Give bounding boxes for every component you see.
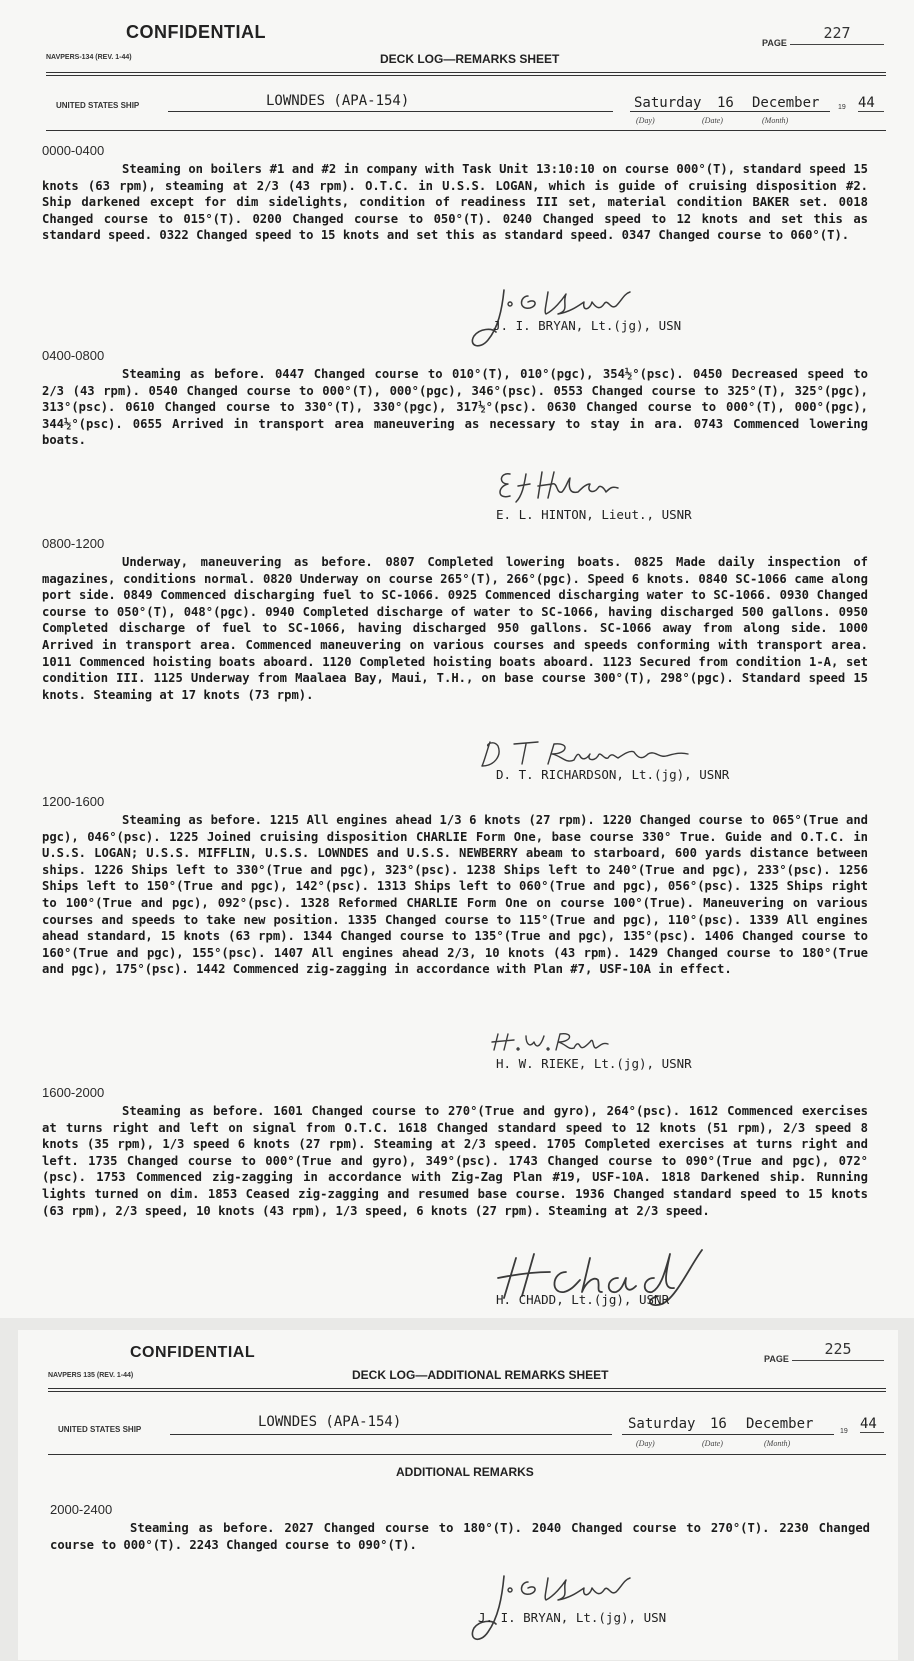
page-label: PAGE bbox=[764, 1354, 789, 1364]
year-value: 44 bbox=[858, 95, 884, 112]
day-caption: (Day) bbox=[636, 116, 655, 125]
watch-period-label: 0400-0800 bbox=[42, 348, 105, 363]
page-number: 225 bbox=[792, 1340, 884, 1361]
watch-entry-text: Underway, maneuvering as before. 0807 Completed lowering boats. 0825 Made daily inspection of magazines, conditions normal. 0820 Underway on course 265°(T), 266°(pgc). Speed 6 knots. 0840 SC-1066 came along port side. 0849 Commenced discharging fuel to SC-1066. 0925 Commenced discharging water to SC-1066. 0930 Changed course to 050°(T), 048°(pgc). 0940 Completed discharge of water to SC-1066, having discharged 500 gallons. 0950 Completed discharge of fuel to SC-1066, having discharged 950 gallons. SC-1066 away from along side. 1000 Arrived in transport area. Commenced maneuvering on various courses and speeds conforming with transport area. 1011 Commenced hoisting boats aboard. 1120 Completed hoisting boats aboard. 1123 Secured from condition 1-A, set condition III. 1125 Underway from Maalaea Bay, Maui, T.H., on base course 300°(T), 298°(pgc). Standard speed 15 knots. Steaming at 17 knots (73 rpm). bbox=[42, 555, 868, 702]
day-value: Saturday bbox=[634, 95, 702, 111]
confidential-stamp: CONFIDENTIAL bbox=[130, 1344, 256, 1361]
month-caption: (Month) bbox=[762, 116, 789, 125]
officer-signature-name: J. I. BRYAN, Lt.(jg), USN bbox=[493, 318, 682, 333]
year-prefix: 19 bbox=[840, 1428, 848, 1435]
richardson-signature bbox=[478, 736, 708, 770]
rieke-signature bbox=[490, 1028, 630, 1054]
header-rule bbox=[46, 72, 886, 73]
header-rule bbox=[48, 1388, 886, 1389]
watch-entry-text: Steaming as before. 0447 Changed course to 010°(T), 010°(pgc), 354½°(psc). 0450 Decreased speed to 2/3 (43 rpm). 0540 Changed course to 000°(T), 000°(pgc), 346°(psc). 0553 Changed course to 325°(T), 325°(pgc), 313°(psc). 0610 Changed course to 330°(T), 330°(pgc), 317½°(psc). 0630 Changed course to 000°(T), 000°(pgc), 344½°(psc). 0655 Arrived in transport area maneuvering as necessary to stay in ara. 0743 Commenced lowering boats. bbox=[42, 367, 868, 448]
header-rule bbox=[48, 1391, 886, 1392]
officer-signature-name: E. L. HINTON, Lieut., USNR bbox=[496, 507, 692, 522]
date-caption: (Date) bbox=[702, 116, 723, 125]
year-value: 44 bbox=[860, 1416, 884, 1433]
ship-underline bbox=[168, 111, 613, 112]
month-caption: (Month) bbox=[764, 1439, 791, 1448]
header-rule bbox=[46, 75, 886, 76]
watch-entry-text: Steaming as before. 1215 All engines ahead 1/3 6 knots (27 rpm). 1220 Changed course to 065°(True and pgc), 046°(psc). 1225 Joined cruising disposition CHARLIE Form One, base course 330° True. Guide and O.T.C. in U.S.S. LOGAN; U.S.S. MIFFLIN, U.S.S. LOWNDES and U.S.S. NEWBERRY abeam to starboard, 600 yards distance between ships. 1226 Ships left to 330°(True and pgc), 323°(psc). 1238 Ships left to 240°(True and pgc), 233°(psc). 1256 Ships left to 150°(True and pgc), 142°(psc). 1313 Ships left to 060°(True and pgc), 056°(psc). 1325 Ships right to 100°(True and pgc), 092°(psc). 1328 Reformed CHARLIE Form One on course 100°(True). Maneuvering on various courses and speeds to take new position. 1335 Changed course to 115°(True and pgc), 110°(psc). 1339 All engines ahead standard, 15 knots (63 rpm). 1344 Changed course to 135°(True and pgc), 135°(psc). 1406 Changed course to 160°(True and pgc), 155°(psc). 1407 All engines ahead 2/3, 10 knots (43 rpm). 1429 Changed course to 180°(True and pgc), 175°(psc). 1442 Commenced zig-zagging in accordance with Plan #7, USF-10A in effect. bbox=[42, 813, 868, 977]
watch-entry-text: Steaming as before. 2027 Changed course to 180°(T). 2040 Changed course to 270°(T). 2230 Changed course to 000°(T). 2243 Changed course to 090°(T). bbox=[50, 1521, 870, 1552]
sheet-title: DECK LOG—ADDITIONAL REMARKS SHEET bbox=[352, 1368, 609, 1382]
month-value: December bbox=[752, 95, 820, 111]
watch-period-label: 1600-2000 bbox=[42, 1085, 105, 1100]
watch-period-label: 2000-2400 bbox=[50, 1502, 113, 1517]
ship-name: LOWNDES (APA-154) bbox=[266, 93, 410, 109]
page-label: PAGE bbox=[762, 38, 787, 48]
ship-underline bbox=[170, 1434, 612, 1435]
date-rule bbox=[46, 130, 886, 131]
ship-label: UNITED STATES SHIP bbox=[56, 101, 140, 110]
day-value: Saturday bbox=[628, 1416, 696, 1432]
officer-signature-name: J. I. BRYAN, Lt.(jg), USN bbox=[478, 1610, 667, 1625]
watch-entry-text: Steaming as before. 1601 Changed course to 270°(True and gyro), 264°(psc). 1612 Commenced exercises at turns right and left on signal from O.T.C. 1618 Changed standard speed to 12 knots (51 rpm), 2/3 speed 8 knots (35 rpm), 1/3 speed 6 knots (27 rpm). Steaming at 2/3 speed. 1705 Completed exercises at turns right and left. 1735 Changed course to 000°(True and gyro), 349°(psc). 1743 Changed course to 090°(True and pgc), 072°(psc). 1753 Commenced zig-zagging in accordance with Zig-Zag Plan #19, USF-10A. 1818 Darkened ship. Running lights turned on dim. 1853 Ceased zig-zagging and resumed base course. 1936 Changed standard speed to 15 knots (63 rpm), 2/3 speed, 10 knots (43 rpm), 1/3 speed, 6 knots (27 rpm). Steaming at 2/3 speed. bbox=[42, 1104, 868, 1218]
page-number: 227 bbox=[790, 24, 884, 45]
watch-entry-text: Steaming on boilers #1 and #2 in company with Task Unit 13:10:10 on course 000°(T), standard speed 15 knots (63 rpm), steaming at 2/3 (43 rpm). O.T.C. in U.S.S. LOGAN, which is guide of cruising disposition #2. Ship darkened except for dim sidelights, condition of readiness III set, material condition BAKER set. 0018 Changed course to 015°(T). 0200 Changed course to 050°(T). 0240 Changed speed to 12 knots and set this as standard speed. 0322 Changed speed to 15 knots and set this as standard speed. 0347 Changed course to 060°(T). bbox=[42, 162, 868, 243]
watch-period-label: 0000-0400 bbox=[42, 143, 105, 158]
month-value: December bbox=[746, 1416, 814, 1432]
watch-period-label: 1200-1600 bbox=[42, 794, 105, 809]
deck-log-additional-remarks-sheet bbox=[18, 1330, 898, 1660]
watch-period-label: 0800-1200 bbox=[42, 536, 105, 551]
date-rule bbox=[48, 1454, 886, 1455]
form-number: NAVPERS-134 (REV. 1-44) bbox=[46, 54, 132, 61]
confidential-stamp: CONFIDENTIAL bbox=[126, 22, 266, 42]
ship-label: UNITED STATES SHIP bbox=[58, 1425, 142, 1434]
date-underline bbox=[622, 1434, 834, 1435]
date-value: 16 bbox=[710, 1416, 727, 1432]
officer-signature-name: H. CHADD, Lt.(jg), USNR bbox=[496, 1292, 670, 1307]
date-value: 16 bbox=[717, 95, 734, 111]
sheet-title: DECK LOG—REMARKS SHEET bbox=[380, 52, 560, 66]
hinton-signature bbox=[494, 466, 654, 506]
additional-remarks-heading: ADDITIONAL REMARKS bbox=[396, 1465, 534, 1479]
date-caption: (Date) bbox=[702, 1439, 723, 1448]
officer-signature-name: D. T. RICHARDSON, Lt.(jg), USNR bbox=[496, 767, 730, 782]
officer-signature-name: H. W. RIEKE, Lt.(jg), USNR bbox=[496, 1056, 692, 1071]
form-number: NAVPERS 135 (REV. 1-44) bbox=[48, 1372, 134, 1379]
year-prefix: 19 bbox=[838, 104, 846, 111]
ship-name: LOWNDES (APA-154) bbox=[258, 1414, 402, 1430]
day-caption: (Day) bbox=[636, 1439, 655, 1448]
date-underline bbox=[630, 111, 830, 112]
